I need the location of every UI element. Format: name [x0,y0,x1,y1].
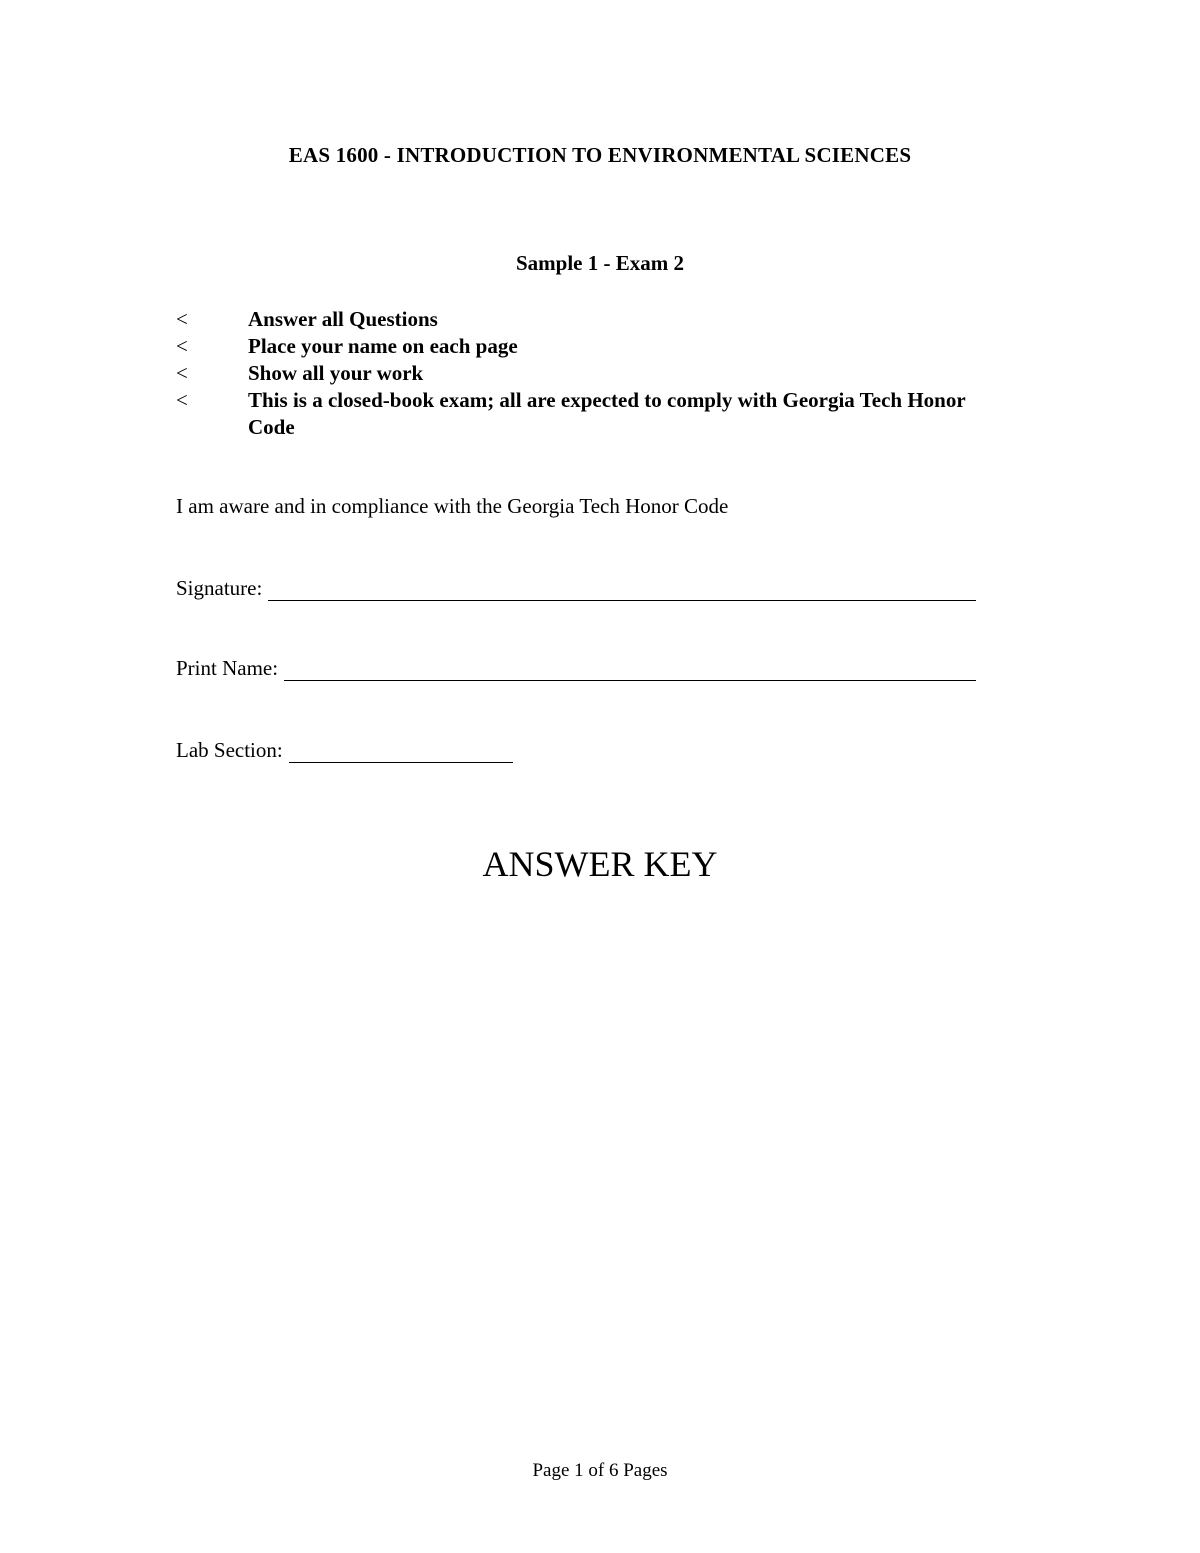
course-title: EAS 1600 - INTRODUCTION TO ENVIRONMENTAL SCIENCES [288,143,912,167]
instruction-text: Answer all Questions [248,307,438,331]
honor-statement: I am aware and in compliance with the Georgia Tech Honor Code [176,494,729,518]
instructions-list [176,306,996,441]
bullet-marker: < [176,361,188,385]
instruction-text: This is a closed-book exam; all are expected to comply with Georgia Tech Honor Code [248,388,966,439]
instruction-item [176,387,996,441]
print-name-line[interactable] [284,660,976,681]
print-name-label: Print Name: [176,656,279,680]
signature-label: Signature: [176,576,263,600]
signature-field [176,576,976,601]
bullet-marker: < [176,388,188,412]
instruction-text: Place your name on each page [248,334,518,358]
lab-section-field [176,738,513,763]
instruction-item [176,306,996,333]
instruction-text: Show all your work [248,361,424,385]
lab-section-label: Lab Section: [176,738,283,762]
bullet-marker: < [176,307,188,331]
instruction-item [176,360,996,387]
page-footer: Page 1 of 6 Pages [532,1460,668,1481]
lab-section-line[interactable] [289,742,513,763]
signature-line[interactable] [268,580,976,601]
bullet-marker: < [176,334,188,358]
instruction-item [176,333,996,360]
exam-subtitle: Sample 1 - Exam 2 [516,251,684,275]
print-name-field [176,656,976,681]
answer-key-heading: ANSWER KEY [482,844,718,884]
